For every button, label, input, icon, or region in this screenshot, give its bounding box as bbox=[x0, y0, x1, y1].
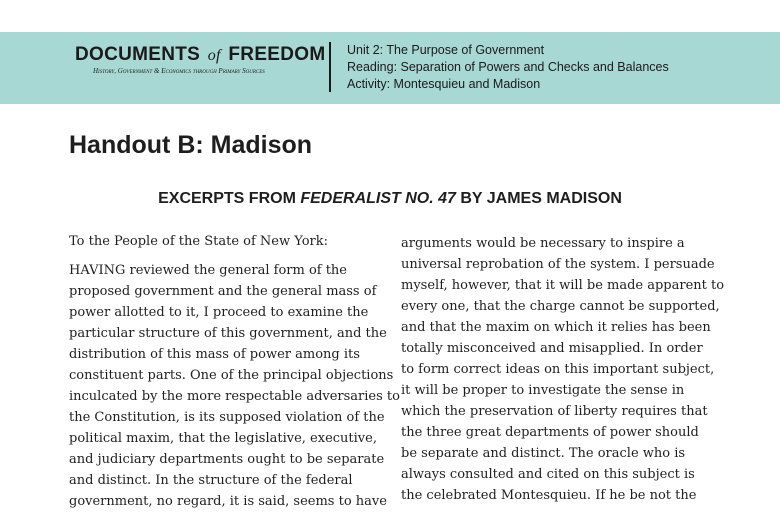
documents-of-freedom-logo bbox=[75, 44, 326, 75]
logo-freedom: FREEDOM bbox=[228, 44, 326, 65]
text-line: be separate and distinct. The oracle who is bbox=[401, 446, 686, 461]
unit-label: Unit 2: The Purpose of Government bbox=[347, 43, 545, 57]
header-divider bbox=[329, 42, 331, 92]
excerpt-heading-pre: EXCERPTS FROM bbox=[158, 190, 301, 207]
excerpt-heading-post: BY JAMES MADISON bbox=[455, 190, 622, 207]
text-line: myself, however, that it will be made apparent to bbox=[401, 278, 725, 293]
excerpt-heading bbox=[0, 190, 780, 208]
text-line: and distinct. In the structure of the federal bbox=[69, 473, 353, 488]
salutation: To the People of the State of New York: bbox=[69, 234, 329, 249]
text-line: proposed government and the general mass of bbox=[69, 284, 377, 299]
text-line: the three great departments of power should bbox=[401, 425, 699, 440]
text-line: constituent parts. One of the principal objections bbox=[69, 368, 394, 383]
logo-of: of bbox=[207, 47, 221, 64]
logo-tagline: History, Government & Economics through Primary Sources bbox=[93, 67, 265, 75]
handout-title: Handout B: Madison bbox=[69, 131, 313, 159]
text-line: totally misconceived and misapplied. In order bbox=[401, 341, 703, 356]
text-line: every one, that the charge cannot be supported, bbox=[401, 299, 720, 314]
paragraph-right bbox=[401, 233, 725, 506]
text-line: and that the maxim on which it relies has been bbox=[401, 320, 711, 335]
logo-documents: DOCUMENTS bbox=[75, 44, 201, 65]
text-line: universal reprobation of the system. I persuade bbox=[401, 257, 715, 272]
text-line: to form correct ideas on this important subject, bbox=[401, 362, 715, 377]
text-line: HAVING reviewed the general form of the bbox=[69, 263, 348, 278]
text-line: the Constitution, is its supposed violation of the bbox=[69, 410, 385, 425]
text-line: it will be proper to investigate the sense in bbox=[401, 383, 685, 398]
text-line: particular structure of this government, and the bbox=[69, 326, 387, 341]
text-line: government, no regard, it is said, seems to have bbox=[69, 494, 387, 509]
text-line: political maxim, that the legislative, executive, bbox=[69, 431, 377, 446]
text-column-right bbox=[401, 233, 725, 514]
reading-label: Reading: Separation of Powers and Checks and Balances bbox=[347, 60, 669, 74]
text-line: power allotted to it, I proceed to examine the bbox=[69, 305, 369, 320]
logo-wordmark bbox=[75, 44, 326, 66]
text-line: which the preservation of liberty requires that bbox=[401, 404, 708, 419]
excerpt-heading-source: FEDERALIST NO. 47 bbox=[300, 190, 456, 207]
text-line: inculcated by the more respectable adversaries to bbox=[69, 389, 400, 404]
lesson-info bbox=[347, 42, 669, 93]
activity-label: Activity: Montesquieu and Madison bbox=[347, 77, 541, 91]
paragraph-left bbox=[69, 260, 400, 512]
text-line: the celebrated Montesquieu. If he be not the bbox=[401, 488, 697, 503]
text-line: arguments would be necessary to inspire a bbox=[401, 236, 685, 251]
text-line: distribution of this mass of power among its bbox=[69, 347, 360, 362]
text-column-left bbox=[69, 231, 400, 520]
text-line: always consulted and cited on this subject is bbox=[401, 467, 695, 482]
text-line: and judiciary departments ought to be separate bbox=[69, 452, 385, 467]
header-banner bbox=[0, 32, 780, 104]
